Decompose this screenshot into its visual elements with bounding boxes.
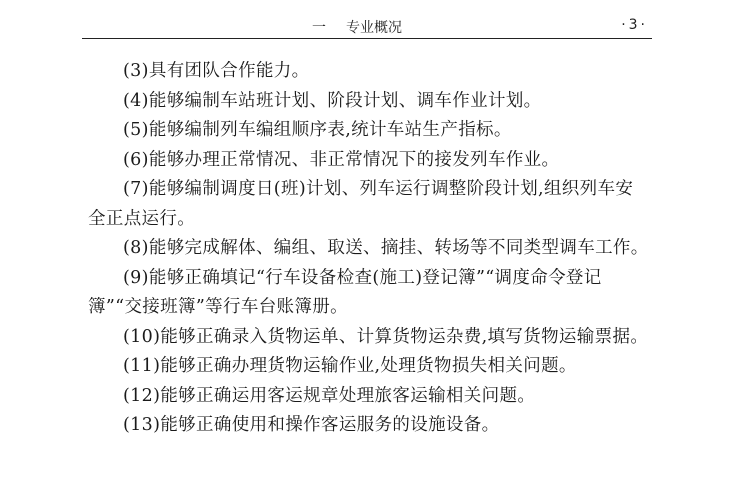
paragraph-item-7: (7)能够编制调度日(班)计划、列车运行调整阶段计划,组织列车安全正点运行。 [88,179,634,229]
running-header [82,14,652,38]
chapter-title: 专业概况 [346,20,402,36]
paragraph-item-5: (5)能够编制列车编组顺序表,统计车站生产指标。 [123,120,512,140]
header-rule [82,38,652,39]
chapter-number: 一 [312,20,326,36]
paragraph-item-10: (10)能够正确录入货物运单、计算货物运杂费,填写货物运输票据。 [123,326,649,347]
paragraph-item-11: (11)能够正确办理货物运输作业,处理货物损失相关问题。 [123,356,577,376]
paragraph-item-9: (9)能够正确填记“行车设备检查(施工)登记簿”“调度命令登记簿”“交接班簿”等行车台账簿册。 [88,267,602,317]
paragraph-item-13: (13)能够正确使用和操作客运服务的设施设备。 [123,415,500,435]
page-number: ·3· [621,17,648,33]
paragraph-item-4: (4)能够编制车站班计划、阶段计划、调车作业计划。 [123,90,542,111]
paragraph-item-6: (6)能够办理正常情况、非正常情况下的接发列车作业。 [123,149,560,170]
paragraph-item-3: (3)具有团队合作能力。 [123,61,310,81]
chapter-heading [312,17,402,37]
paragraph-item-8: (8)能够完成解体、编组、取送、摘挂、转场等不同类型调车工作。 [123,238,649,258]
paragraph-item-12: (12)能够正确运用客运规章处理旅客运输相关问题。 [123,385,536,406]
body-text [88,57,650,441]
